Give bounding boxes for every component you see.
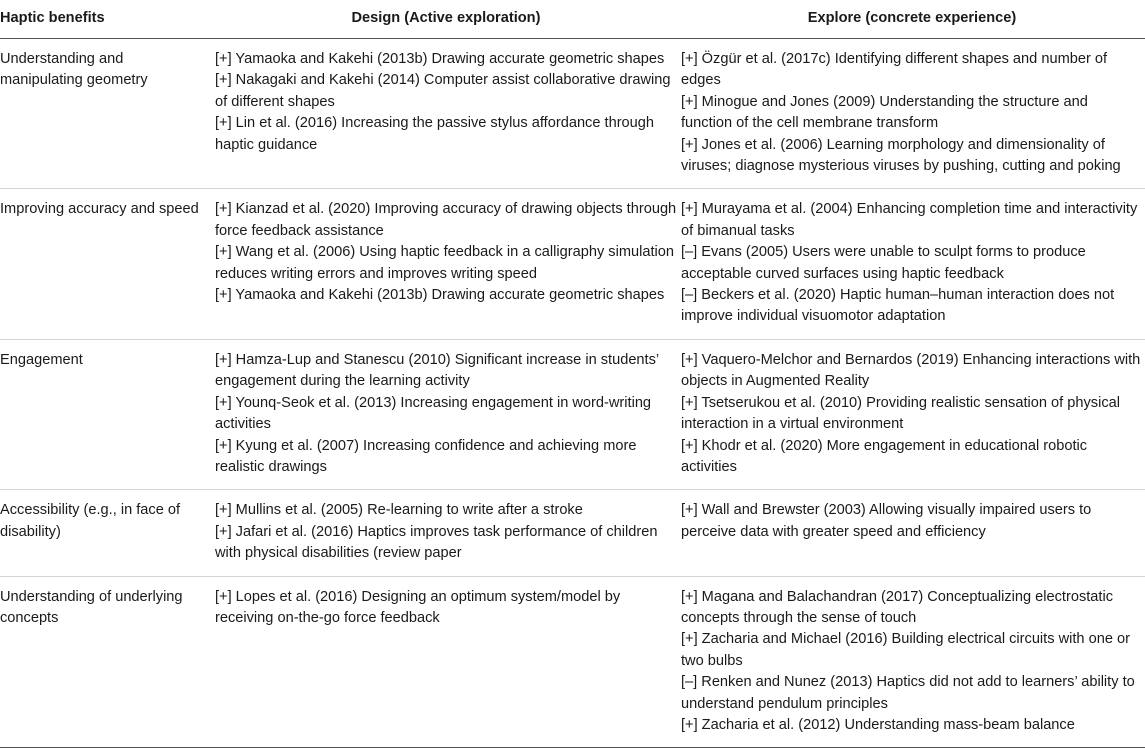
- table-row: [0, 339, 1145, 489]
- design-entry: [+] Kyung et al. (2007) Increasing confidence and achieving more realistic drawings: [215, 437, 637, 475]
- design-entry: [+] Lin et al. (2016) Increasing the passive stylus affordance through haptic guidance: [215, 115, 655, 153]
- header-haptic-benefits: Haptic benefits: [0, 0, 213, 39]
- design-cell: [213, 39, 679, 189]
- explore-cell: [679, 490, 1145, 576]
- explore-entry: [+] Zacharia and Michael (2016) Building electrical circuits with one or two bulbs: [681, 631, 1130, 669]
- explore-entry: [+] Tsetserukou et al. (2010) Providing realistic sensation of physical interaction in a virtual environment: [681, 394, 1120, 433]
- table-body: [0, 39, 1145, 748]
- table-row: [0, 189, 1145, 339]
- haptic-benefit-cell: Improving accuracy and speed: [0, 189, 213, 339]
- design-entry: [+] Kianzad et al. (2020) Improving accuracy of drawing objects through force feedback assistance: [215, 201, 677, 239]
- explore-cell: [679, 189, 1145, 339]
- header-design: Design (Active exploration): [213, 0, 679, 39]
- table-row: [0, 39, 1145, 189]
- explore-entry: [–] Renken and Nunez (2013) Haptics did not add to learners’ ability to understand pendulum principles: [681, 674, 1135, 712]
- explore-entry: [+] Jones et al. (2006) Learning morphology and dimensionality of viruses; diagnose mysterious viruses by pushing, cutting and poking: [681, 136, 1121, 175]
- haptic-benefit-cell: Engagement: [0, 339, 213, 489]
- explore-cell: [679, 39, 1145, 189]
- explore-entry: [+] Wall and Brewster (2003) Allowing visually impaired users to perceive data with greater speed and efficiency: [681, 502, 1092, 540]
- design-entry: [+] Yamaoka and Kakehi (2013b) Drawing accurate geometric shapes: [215, 287, 665, 304]
- design-entry: [+] Mullins et al. (2005) Re-learning to write after a stroke: [215, 502, 583, 519]
- design-entry: [+] Lopes et al. (2016) Designing an optimum system/model by receiving on-the-go force feedback: [215, 588, 621, 626]
- explore-entry: [+] Özgür et al. (2017c) Identifying different shapes and number of edges: [681, 51, 1108, 89]
- explore-cell: [679, 339, 1145, 489]
- explore-entry: [+] Khodr et al. (2020) More engagement in educational robotic activities: [681, 437, 1088, 475]
- design-entry: [+] Wang et al. (2006) Using haptic feedback in a calligraphy simulation reduces writing errors and improves writing speed: [215, 244, 675, 282]
- explore-entry: [+] Vaquero-Melchor and Bernardos (2019) Enhancing interactions with objects in Augmented Reality: [681, 351, 1141, 390]
- explore-entry: [+] Murayama et al. (2004) Enhancing completion time and interactivity of bimanual tasks: [681, 201, 1138, 239]
- haptic-benefit-cell: Accessibility (e.g., in face of disability): [0, 490, 213, 576]
- explore-entry: [–] Evans (2005) Users were unable to sculpt forms to produce acceptable curved surfaces using haptic feedback: [681, 244, 1086, 282]
- haptic-benefit-cell: Understanding and manipulating geometry: [0, 39, 213, 189]
- design-cell: [213, 576, 679, 748]
- design-entry: [+] Hamza-Lup and Stanescu (2010) Significant increase in students’ engagement during the learning activity: [215, 351, 659, 390]
- design-cell: [213, 339, 679, 489]
- haptic-benefit-cell: Understanding of underlying concepts: [0, 576, 213, 748]
- design-entry: [+] Yamaoka and Kakehi (2013b) Drawing accurate geometric shapes: [215, 51, 665, 67]
- design-cell: [213, 490, 679, 576]
- explore-entry: [–] Beckers et al. (2020) Haptic human–human interaction does not improve individual visuomotor adaptation: [681, 287, 1115, 325]
- table-row: [0, 576, 1145, 748]
- design-entry: [+] Younq-Seok et al. (2013) Increasing engagement in word-writing activities: [215, 394, 652, 433]
- explore-cell: [679, 576, 1145, 748]
- header-row: [0, 0, 1145, 39]
- design-entry: [+] Nakagaki and Kakehi (2014) Computer assist collaborative drawing of different shapes: [215, 72, 671, 110]
- explore-entry: [+] Zacharia et al. (2012) Understanding mass-beam balance: [681, 716, 1075, 733]
- explore-entry: [+] Magana and Balachandran (2017) Conceptualizing electrostatic concepts through the sense of touch: [681, 588, 1114, 626]
- table-row: [0, 490, 1145, 576]
- design-entry: [+] Jafari et al. (2016) Haptics improves task performance of children with physical disabilities (review paper: [215, 523, 658, 562]
- explore-entry: [+] Minogue and Jones (2009) Understanding the structure and function of the cell membrane transform: [681, 93, 1088, 132]
- design-cell: [213, 189, 679, 339]
- header-explore: Explore (concrete experience): [679, 0, 1145, 39]
